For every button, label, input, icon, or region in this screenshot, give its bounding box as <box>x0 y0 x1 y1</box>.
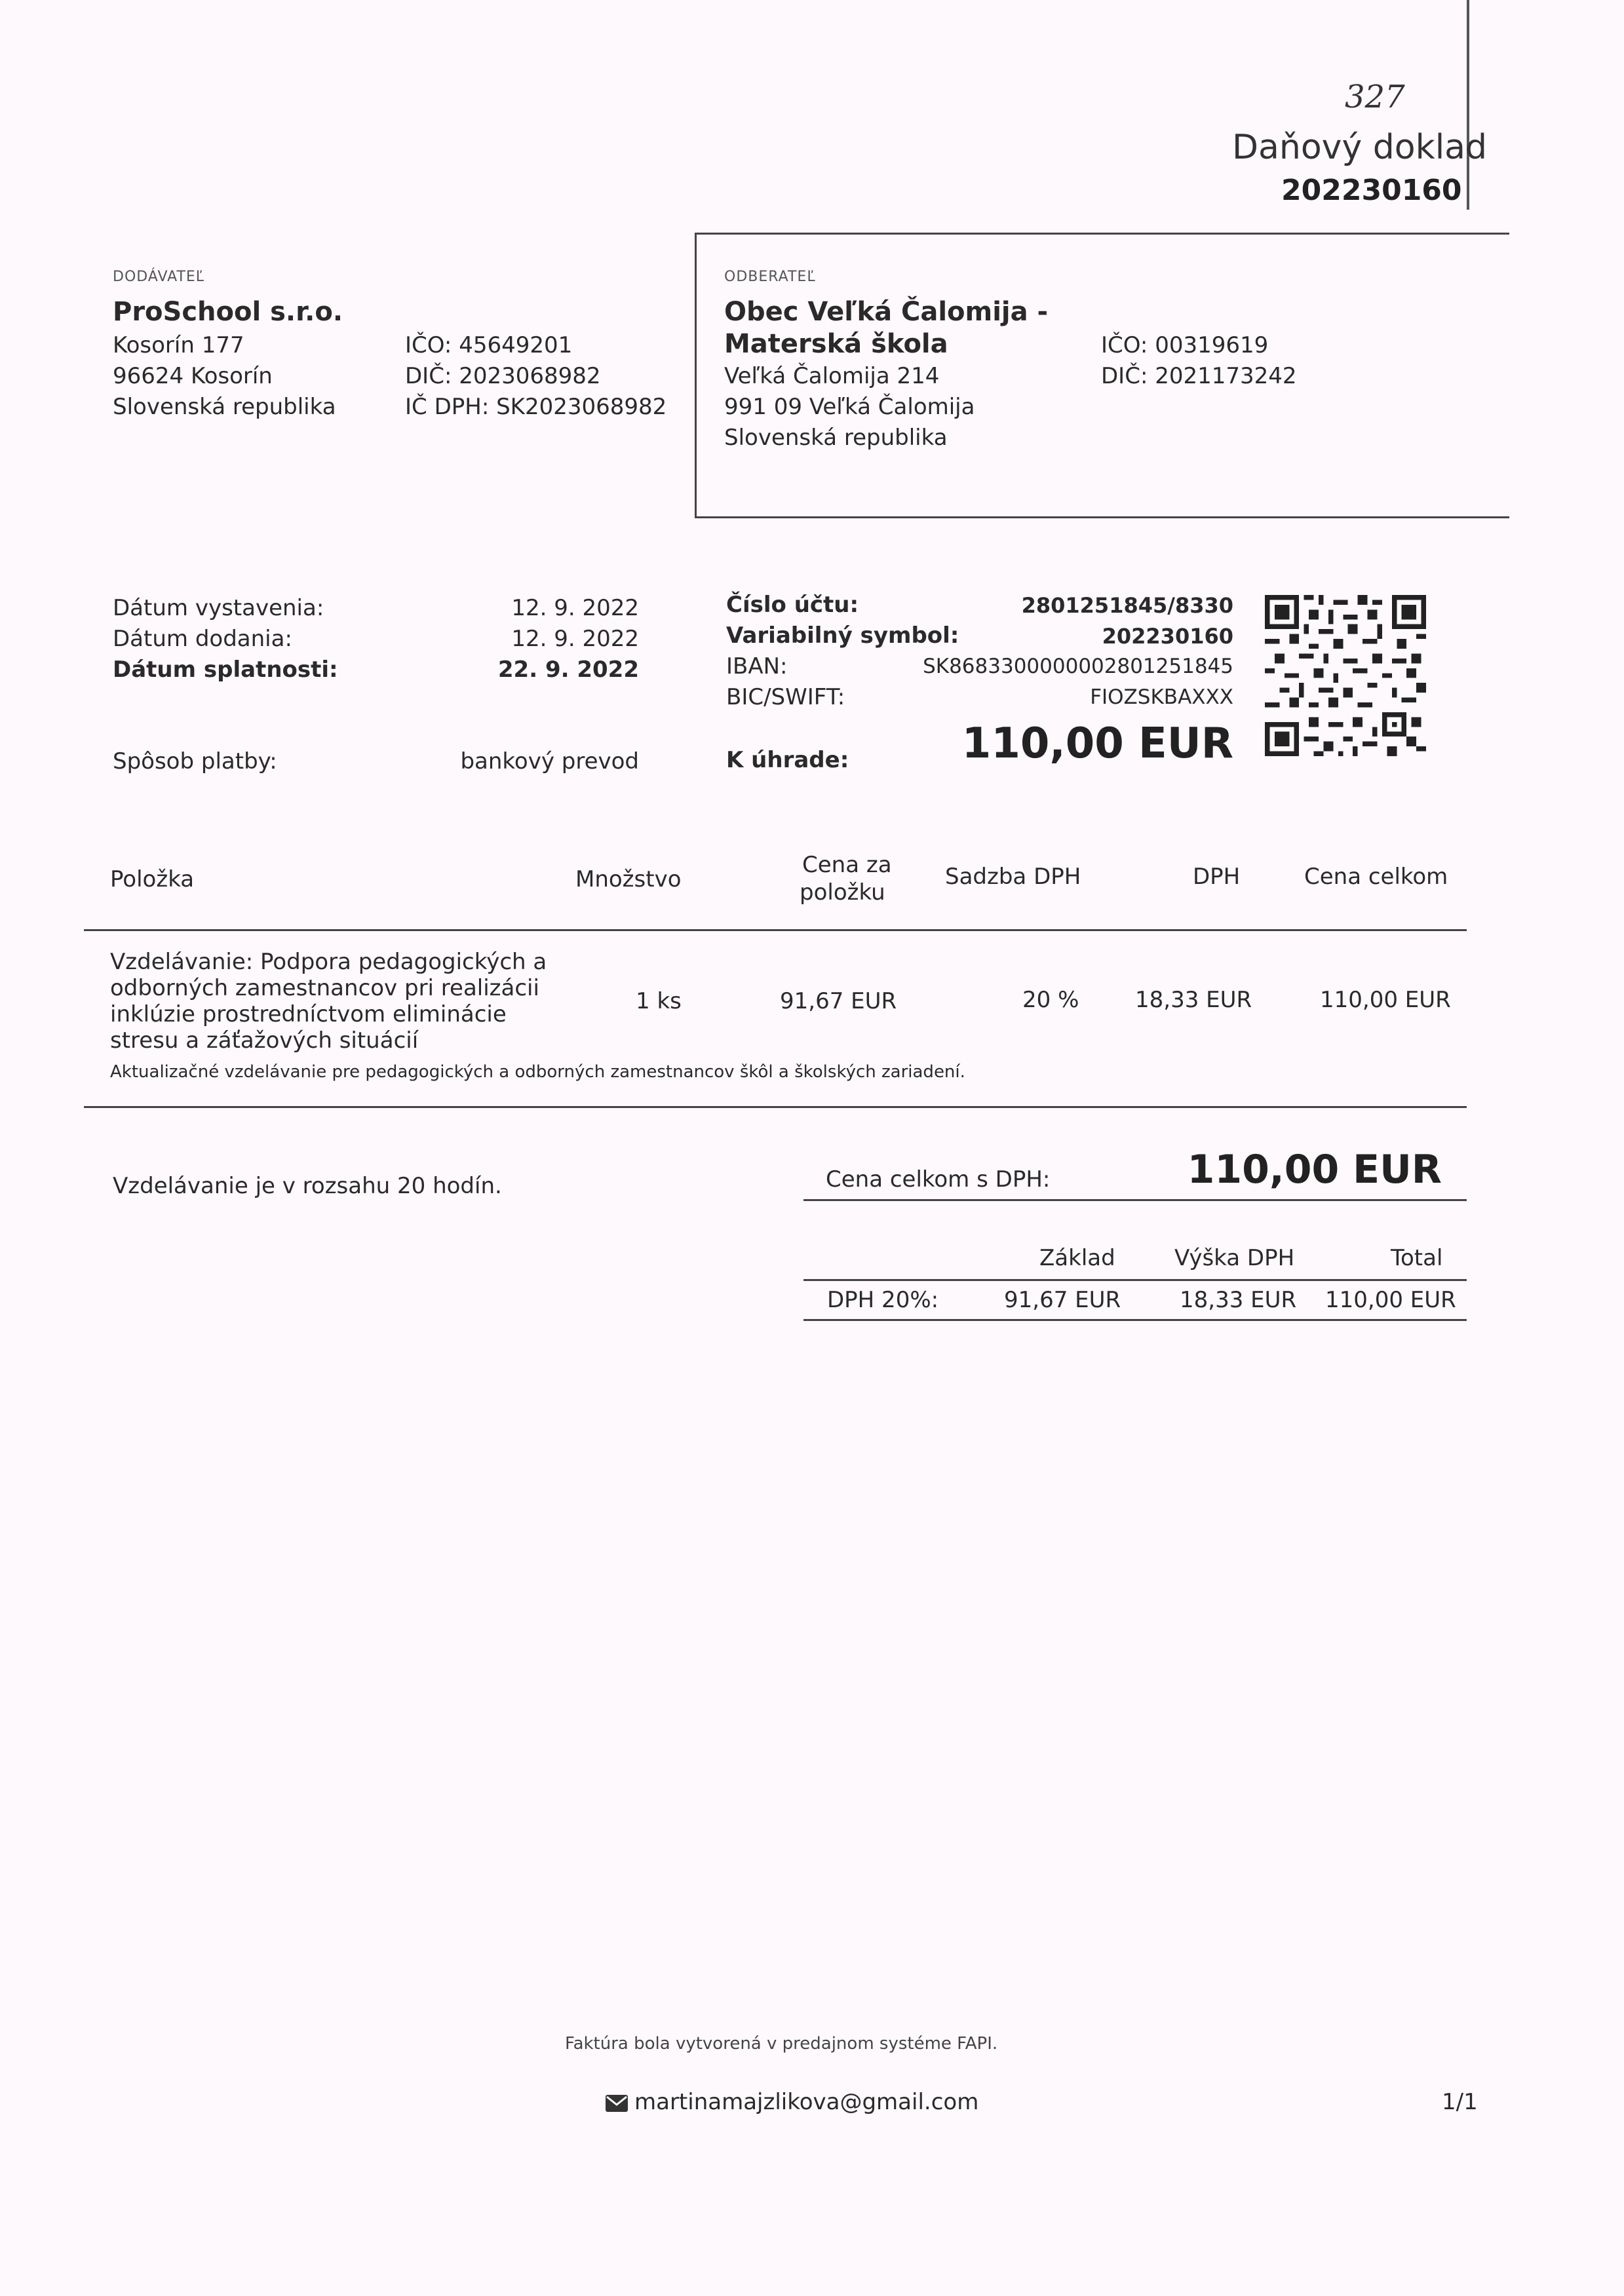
vat-row-label: DPH 20%: <box>827 1287 939 1313</box>
item-vat: 18,33 EUR <box>1135 987 1252 1013</box>
table-header-divider <box>84 929 1467 931</box>
bic-label: BIC/SWIFT: <box>726 684 845 710</box>
delivered-date-label: Dátum dodania: <box>113 626 292 652</box>
supplier-label: DODÁVATEĽ <box>113 269 205 285</box>
document-type: Daňový doklad <box>1232 128 1488 167</box>
customer-address-line: Slovenská republika <box>724 425 948 451</box>
customer-address-line: 991 09 Veľká Čalomija <box>724 394 975 420</box>
supplier-name: ProSchool s.r.o. <box>113 297 343 327</box>
page-number: 1/1 <box>1442 2089 1478 2115</box>
variable-symbol-label: Variabilný symbol: <box>726 622 959 649</box>
handwritten-number: 327 <box>1345 79 1405 115</box>
issued-date-label: Dátum vystavenia: <box>113 595 324 621</box>
customer-address-line: Veľká Čalomija 214 <box>724 363 940 389</box>
document-number: 202230160 <box>1281 174 1462 207</box>
item-description-line: stresu a záťažových situácií <box>110 1027 419 1054</box>
customer-name-line: Obec Veľká Čalomija - <box>724 297 1049 327</box>
account-number: 2801251845/8330 <box>1021 593 1233 618</box>
item-description-line: Vzdelávanie: Podpora pedagogických a <box>110 949 547 975</box>
grand-total-label: Cena celkom s DPH: <box>826 1166 1051 1193</box>
col-header-total: Cena celkom <box>1304 864 1448 890</box>
item-vat-rate: 20 % <box>1022 987 1079 1013</box>
vat-header-base: Základ <box>1039 1245 1115 1271</box>
footer-email[interactable]: martinamajzlikova@gmail.com <box>634 2089 979 2115</box>
due-date: 22. 9. 2022 <box>497 657 639 683</box>
payment-qr-code <box>1265 595 1426 756</box>
col-header-vat: DPH <box>1193 864 1241 890</box>
col-header-item: Položka <box>110 866 195 892</box>
item-total: 110,00 EUR <box>1320 987 1451 1013</box>
bic: FIOZSKBAXXX <box>1090 685 1233 709</box>
issued-date: 12. 9. 2022 <box>511 595 639 621</box>
col-header-vat-rate: Sadzba DPH <box>945 864 1081 890</box>
customer-ico: IČO: 00319619 <box>1101 332 1269 358</box>
customer-name-line: Materská škola <box>724 329 948 359</box>
supplier-address-line: 96624 Kosorín <box>113 363 273 389</box>
supplier-icdph: IČ DPH: SK2023068982 <box>405 394 667 420</box>
scan-edge-line <box>1467 0 1469 210</box>
remark: Vzdelávanie je v rozsahu 20 hodín. <box>113 1173 502 1199</box>
footer-note: Faktúra bola vytvorená v predajnom systéme FAPI. <box>565 2034 998 2054</box>
customer-dic: DIČ: 2021173242 <box>1101 363 1297 389</box>
vat-table-bottom <box>803 1319 1467 1321</box>
supplier-ico: IČO: 45649201 <box>405 332 573 358</box>
variable-symbol: 202230160 <box>1102 624 1233 649</box>
customer-label: ODBERATEĽ <box>724 269 816 285</box>
payment-method: bankový prevod <box>460 748 639 775</box>
col-header-unit-price: položku <box>800 879 885 906</box>
due-amount-label: K úhrade: <box>726 747 849 773</box>
item-unit-price: 91,67 EUR <box>780 988 897 1014</box>
account-label: Číslo účtu: <box>726 592 859 618</box>
supplier-address-line: Kosorín 177 <box>113 332 244 358</box>
item-qty: 1 ks <box>636 988 682 1014</box>
supplier-address-line: Slovenská republika <box>113 394 336 420</box>
vat-row-total: 110,00 EUR <box>1325 1287 1456 1313</box>
supplier-dic: DIČ: 2023068982 <box>405 363 601 389</box>
item-description-line: odborných zamestnancov pri realizácii <box>110 975 539 1001</box>
col-header-unit-price: Cena za <box>802 852 892 878</box>
due-amount: 110,00 EUR <box>961 719 1233 768</box>
payment-method-label: Spôsob platby: <box>113 748 277 775</box>
vat-header-total: Total <box>1391 1245 1443 1271</box>
vat-row-base: 91,67 EUR <box>1004 1287 1121 1313</box>
mail-icon <box>606 2095 628 2112</box>
table-row-divider <box>84 1106 1467 1108</box>
item-description-line: inklúzie prostredníctvom eliminácie <box>110 1001 507 1027</box>
iban-label: IBAN: <box>726 653 788 679</box>
grand-total-value: 110,00 EUR <box>1187 1147 1442 1193</box>
grand-total-divider <box>803 1199 1467 1201</box>
item-note: Aktualizačné vzdelávanie pre pedagogických a odborných zamestnancov škôl a školských zariadení. <box>110 1062 965 1082</box>
vat-row-amount: 18,33 EUR <box>1180 1287 1297 1313</box>
iban: SK8683300000002801251845 <box>923 655 1233 678</box>
delivered-date: 12. 9. 2022 <box>511 626 639 652</box>
col-header-qty: Množstvo <box>575 866 682 892</box>
vat-table-divider <box>803 1279 1467 1281</box>
vat-header-amount: Výška DPH <box>1174 1245 1295 1271</box>
due-date-label: Dátum splatnosti: <box>113 657 338 683</box>
